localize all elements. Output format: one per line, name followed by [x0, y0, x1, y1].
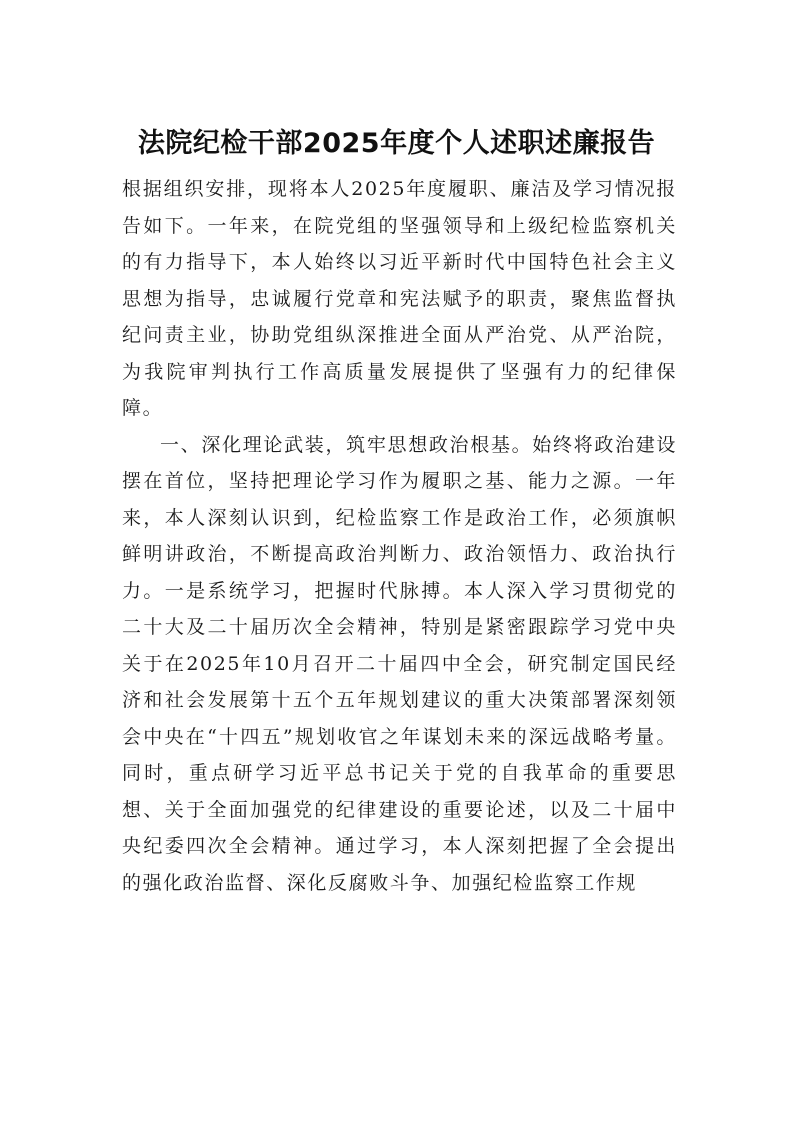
document-body [122, 171, 677, 901]
intro-paragraph: 根据组织安排，现将本人2025年度履职、廉洁及学习情况报告如下。一年来，在院党组的坚强领导和上级纪检监察机关的有力指导下，本人始终以习近平新时代中国特色社会主义思想为指导，忠诚履行党章和宪法赋予的职责，聚焦监督执纪问责主业，协助党组纵深推进全面从严治党、从严治院，为我院审判执行工作高质量发展提供了坚强有力的纪律保障。 [122, 178, 677, 419]
section-one-paragraph: 一、深化理论武装，筑牢思想政治根基。始终将政治建设摆在首位，坚持把理论学习作为履职之基、能力之源。一年来，本人深刻认识到，纪检监察工作是政治工作，必须旗帜鲜明讲政治，不断提高政治判断力、政治领悟力、政治执行力。一是系统学习，把握时代脉搏。本人深入学习贯彻党的二十大及二十届历次全会精神，特别是紧密跟踪学习党中央关于在2025年10月召开二十届四中全会，研究制定国民经济和社会发展第十五个五年规划建议的重大决策部署深刻领会中央在“十四五”规划收官之年谋划未来的深远战略考量。同时，重点研学习近平总书记关于党的自我革命的重要思想、关于全面加强党的纪律建设的重要论述，以及二十届中央纪委四次全会精神。通过学习，本人深刻把握了全会提出的强化政治监督、深化反腐败斗争、加强纪检监察工作规 [122, 433, 677, 894]
document-title: 法院纪检干部2025年度个人述职述廉报告 [137, 128, 656, 159]
